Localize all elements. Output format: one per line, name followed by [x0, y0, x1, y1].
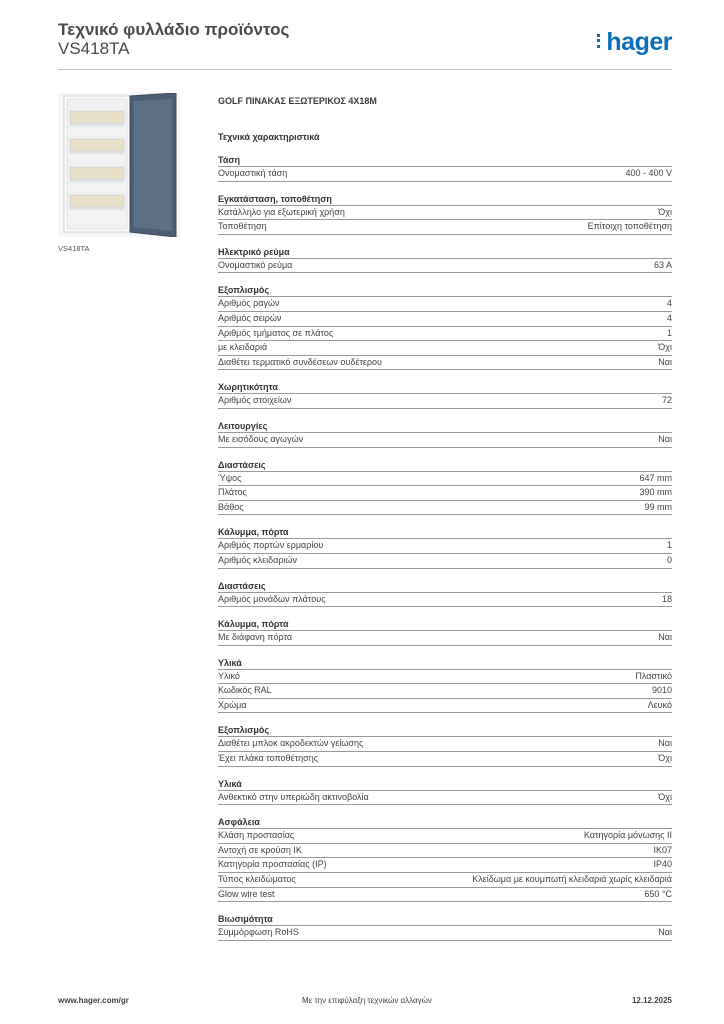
spec-value: IP40	[653, 859, 672, 870]
spec-rows	[218, 432, 672, 448]
product-code: VS418TA	[58, 39, 130, 58]
spec-label: Διαθέτει τερματικό συνδέσεων ουδέτερου	[218, 356, 382, 367]
section-title: Βιωσιμότητα	[218, 914, 273, 925]
spec-label: Κωδικός RAL	[218, 685, 272, 696]
spec-section	[218, 657, 672, 714]
spec-rows	[218, 925, 672, 941]
spec-rows	[218, 630, 672, 646]
spec-value: 0	[666, 554, 672, 565]
spec-row	[218, 887, 672, 903]
technical-characteristics-heading: Τεχνικά χαρακτηριστικά	[218, 132, 320, 142]
spec-label: Αριθμός τμήματος σε πλάτος	[218, 327, 334, 338]
spec-label: Με εισόδους αγωγών	[218, 433, 304, 444]
spec-rows	[218, 669, 672, 714]
spec-label: Αριθμός ραγών	[218, 298, 280, 309]
spec-row	[218, 843, 672, 858]
spec-sections	[218, 154, 672, 941]
spec-row	[218, 166, 672, 182]
spec-section	[218, 816, 672, 902]
spec-label: Υλικό	[218, 670, 240, 681]
spec-row	[218, 393, 672, 409]
spec-label: Αριθμός σειρών	[218, 312, 282, 323]
spec-section	[218, 381, 672, 409]
spec-rows	[218, 592, 672, 608]
spec-value: 4	[666, 312, 672, 323]
spec-label: Κλάση προστασίας	[218, 830, 295, 841]
spec-label: Αριθμός κλειδαριών	[218, 554, 298, 565]
hager-logo	[597, 28, 672, 57]
section-title: Χωρητικότητα	[218, 382, 278, 393]
spec-section	[218, 193, 672, 235]
spec-label: Ανθεκτικό στην υπεριώδη ακτινοβολία	[218, 791, 369, 802]
section-title: Υλικά	[218, 657, 242, 668]
footer-date: 12.12.2025	[631, 996, 672, 1005]
spec-value: Ναι	[658, 927, 672, 938]
header-divider	[58, 69, 672, 70]
spec-row	[218, 630, 672, 646]
section-title: Λειτουργίες	[218, 420, 268, 431]
spec-content	[218, 96, 672, 941]
image-caption: VS418TA	[58, 244, 90, 253]
spec-section	[218, 778, 672, 806]
spec-rows	[218, 393, 672, 409]
section-title: Τάση	[218, 155, 241, 165]
section-title: Κάλυμμα, πόρτα	[218, 527, 289, 538]
spec-label: Χρώμα	[218, 699, 247, 710]
spec-rows	[218, 471, 672, 516]
spec-label: Glow wire test	[218, 888, 275, 899]
spec-section	[218, 913, 672, 941]
spec-rows	[218, 166, 672, 182]
spec-row	[218, 538, 672, 553]
spec-row	[218, 340, 672, 355]
spec-row	[218, 219, 672, 235]
section-title: Διαστάσεις	[218, 580, 266, 591]
spec-rows	[218, 296, 672, 370]
spec-value: Ναι	[658, 632, 672, 643]
spec-value: Επίτοιχη τοποθέτηση	[587, 221, 672, 232]
spec-row	[218, 592, 672, 608]
spec-value: 390 mm	[639, 487, 672, 498]
spec-row	[218, 925, 672, 941]
spec-rows	[218, 790, 672, 806]
spec-value: Πλαστικό	[635, 670, 672, 681]
spec-value: Ναι	[658, 433, 672, 444]
spec-value: Λευκό	[647, 699, 672, 710]
spec-row	[218, 553, 672, 569]
spec-section	[218, 618, 672, 646]
spec-row	[218, 258, 672, 274]
spec-value: 18	[661, 593, 672, 604]
spec-label: Τοποθέτηση	[218, 221, 267, 232]
spec-rows	[218, 736, 672, 766]
spec-value: Κατηγορία μόνωσης II	[583, 830, 672, 841]
spec-label: Κατηγορία προστασίας (IP)	[218, 859, 327, 870]
spec-row	[218, 751, 672, 767]
logo-text: hager	[606, 28, 672, 56]
spec-value: 1	[666, 540, 672, 551]
spec-value: Ναι	[658, 738, 672, 749]
spec-label: Συμμόρφωση RoHS	[218, 927, 299, 938]
spec-label: Αριθμός μονάδων πλάτους	[218, 593, 326, 604]
section-title: Εξοπλισμός	[218, 725, 270, 736]
spec-row	[218, 296, 672, 311]
spec-label: Αριθμός πορτών ερμαρίου	[218, 540, 324, 551]
spec-label: Ύψος	[218, 472, 242, 483]
section-title: Κάλυμμα, πόρτα	[218, 619, 289, 630]
spec-label: Ονομαστικό ρεύμα	[218, 259, 293, 270]
spec-row	[218, 355, 672, 371]
spec-row	[218, 485, 672, 500]
product-name: GOLF ΠΙΝΑΚΑΣ ΕΞΩΤΕΡΙΚΟΣ 4X18M	[218, 96, 377, 106]
spec-rows	[218, 205, 672, 235]
section-title: Ηλεκτρικό ρεύμα	[218, 246, 290, 257]
spec-value: Όχι	[658, 791, 672, 802]
spec-row	[218, 205, 672, 220]
spec-label: Πλάτος	[218, 487, 247, 498]
spec-value: Όχι	[658, 206, 672, 217]
spec-label: με κλειδαριά	[218, 342, 268, 353]
spec-section	[218, 284, 672, 370]
spec-row	[218, 698, 672, 714]
section-title: Ασφάλεια	[218, 817, 260, 828]
spec-rows	[218, 538, 672, 568]
footer-website-link[interactable]: www.hager.com/gr	[58, 996, 129, 1005]
spec-label: Αντοχή σε κρούση IK	[218, 844, 302, 855]
spec-value: Ναι	[658, 356, 672, 367]
spec-value: Όχι	[658, 753, 672, 764]
section-title: Υλικά	[218, 778, 242, 789]
spec-row	[218, 683, 672, 698]
spec-value: 1	[666, 327, 672, 338]
section-title: Διαστάσεις	[218, 459, 266, 470]
spec-value: 72	[661, 395, 672, 406]
spec-label: Ονομαστική τάση	[218, 168, 288, 178]
spec-value: Κλείδωμα με κουμπωτή κλειδαριά χωρίς κλειδαριά	[472, 874, 672, 885]
spec-row	[218, 432, 672, 448]
spec-row	[218, 471, 672, 486]
spec-row	[218, 790, 672, 806]
spec-label: Τύπος κλειδώματος	[218, 874, 296, 885]
footer-disclaimer: Με την επιφύλαξη τεχνικών αλλαγών	[302, 996, 432, 1005]
spec-value: IK07	[653, 844, 672, 855]
spec-value: Όχι	[658, 342, 672, 353]
section-title: Εγκατάσταση, τοποθέτηση	[218, 193, 332, 204]
product-image	[58, 93, 180, 237]
spec-row	[218, 669, 672, 684]
spec-value: 650 °C	[644, 888, 672, 899]
spec-rows	[218, 828, 672, 902]
spec-rows	[218, 258, 672, 274]
spec-label: Αριθμός στοιχείων	[218, 395, 292, 406]
spec-row	[218, 736, 672, 751]
spec-row	[218, 500, 672, 516]
spec-section	[218, 580, 672, 608]
enclosure-illustration	[58, 93, 180, 237]
spec-value: 647 mm	[639, 472, 672, 483]
spec-value: 4	[666, 298, 672, 309]
spec-value: 9010	[651, 685, 672, 696]
spec-value: 99 mm	[644, 501, 672, 512]
document-title: Τεχνικό φυλλάδιο προϊόντος	[58, 20, 290, 39]
spec-section	[218, 154, 672, 182]
spec-row	[218, 326, 672, 341]
spec-section	[218, 459, 672, 516]
spec-row	[218, 857, 672, 872]
spec-section	[218, 420, 672, 448]
spec-label: Έχει πλάκα τοποθέτησης	[218, 753, 319, 764]
spec-section	[218, 246, 672, 274]
spec-row	[218, 872, 672, 887]
spec-value: 63 A	[653, 259, 672, 270]
spec-label: Με διάφανη πόρτα	[218, 632, 293, 643]
spec-row	[218, 311, 672, 326]
spec-label: Κατάλληλο για εξωτερική χρήση	[218, 206, 345, 217]
spec-section	[218, 526, 672, 568]
spec-label: Βάθος	[218, 501, 244, 512]
spec-value: 400 - 400 V	[625, 168, 672, 178]
section-title: Εξοπλισμός	[218, 285, 270, 296]
logo-dots-icon	[597, 34, 603, 48]
spec-section	[218, 724, 672, 766]
spec-row	[218, 828, 672, 843]
spec-label: Διαθέτει μπλοκ ακροδεκτών γείωσης	[218, 738, 364, 749]
